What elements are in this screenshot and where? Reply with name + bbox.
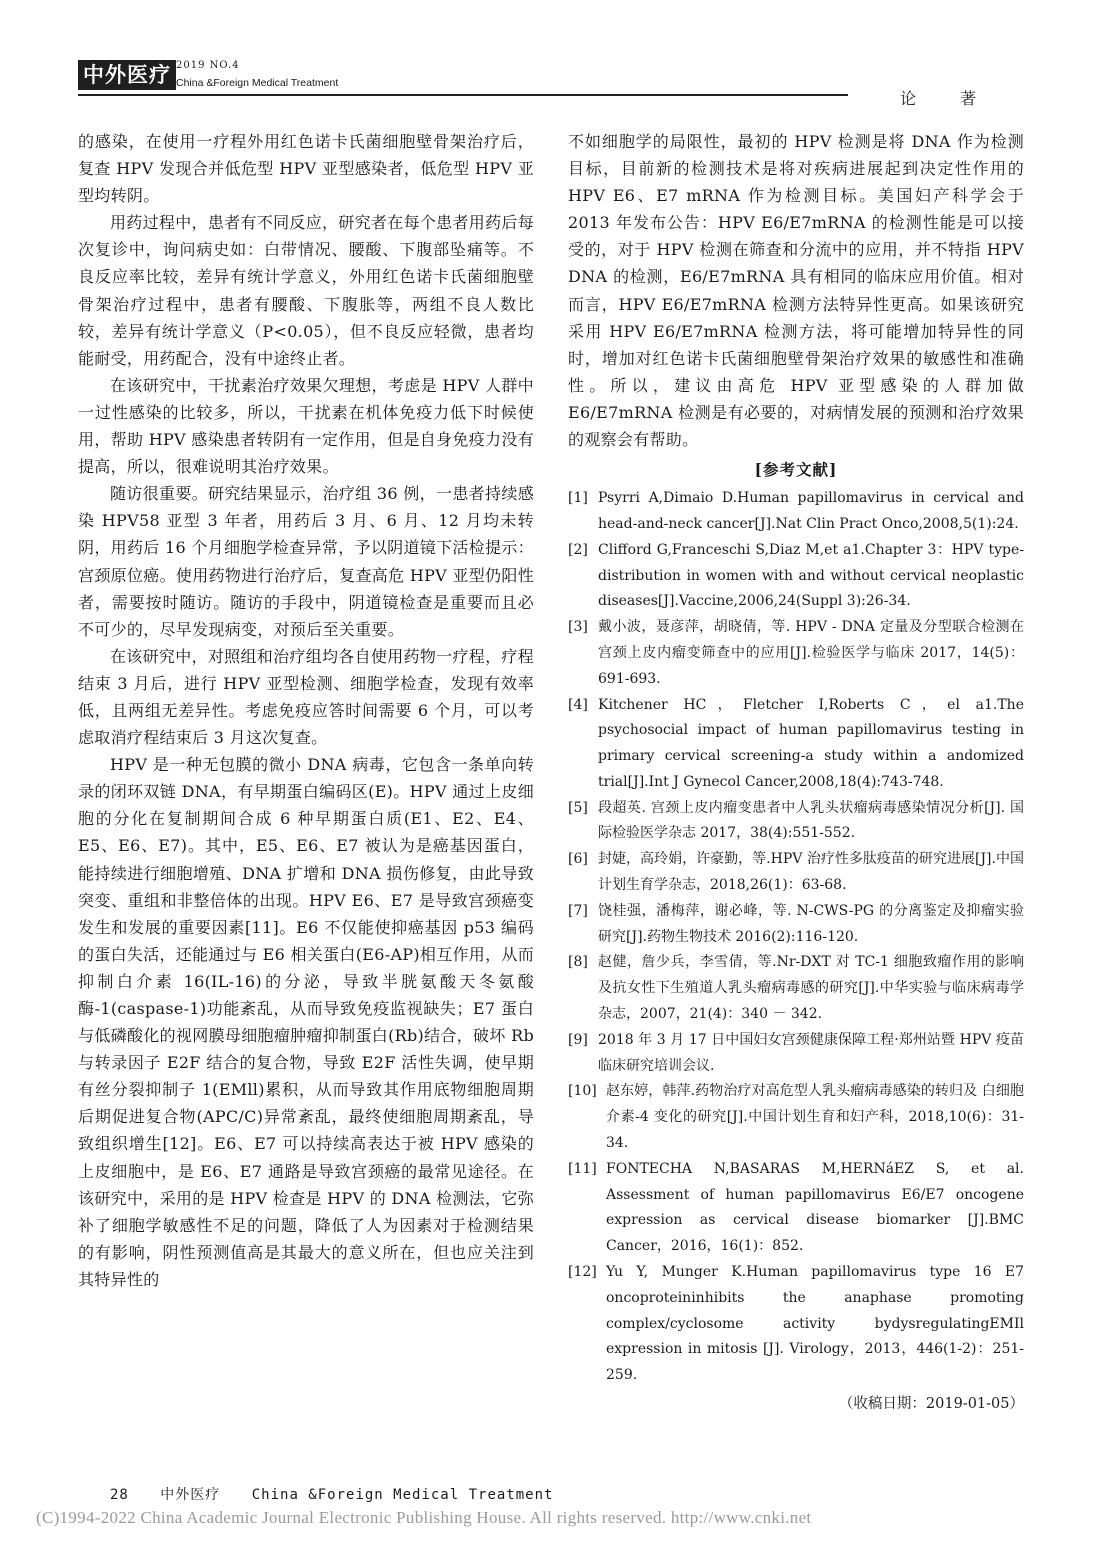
- journal-name: China &Foreign Medical Treatment: [176, 77, 339, 89]
- reference-number: [3]: [568, 619, 588, 636]
- body-paragraph: 在该研究中，对照组和治疗组均各自使用药物一疗程，疗程结束 3 月后，进行 HPV 亚型检测、细胞学检查，发现有效率低，且两组无差异性。考虑免疫应答时间需要 6 个月，可以考虑取消疗程结束后 3 月这次复查。: [78, 646, 534, 748]
- reference-number: [8]: [568, 954, 588, 971]
- reference-item: [568, 1079, 1024, 1156]
- reference-text: 2018 年 3 月 17 日中国妇女宫颈健康保障工程·郑州站暨 HPV 疫苗临床研究培训会议.: [598, 1031, 1024, 1074]
- reference-number: [2]: [568, 541, 588, 558]
- body-paragraph: 用药过程中，患者有不同反应，研究者在每个患者用药后每次复诊中，询问病史如：白带情况、腰酸、下腹部坠痛等。不良反应率比较，差异有统计学意义，外用红色诺卡氏菌细胞壁骨架治疗过程中，患者有腰酸、下腹胀等，两组不良人数比较，差异有统计学意义（P<0.05），但不良反应轻微，患者均能耐受，用药配合，没有中途终止者。: [78, 213, 534, 368]
- reference-text: Psyrri A,Dimaio D.Human papillomavirus in cervical and head-and-neck cancer[J].Nat Clin Pract Onco,2008,5(1):24.: [598, 490, 1024, 532]
- reference-text: 封婕，高玲娟，许豪勤，等.HPV 治疗性多肽疫苗的研究进展[J].中国计划生育学杂志，2018,26(1)：63-68.: [598, 851, 1024, 894]
- footer-journal-en: China &Foreign Medical Treatment: [251, 1487, 554, 1503]
- right-column: [568, 128, 1024, 1417]
- copyright-notice: (C)1994-2022 China Academic Journal Electronic Publishing House. All rights reserved. http://www.cnki.net: [36, 1508, 812, 1527]
- reference-item: [568, 899, 1024, 951]
- reference-number: [7]: [568, 902, 588, 919]
- reference-text: Yu Y, Munger K.Human papillomavirus type 16 E7 oncoproteininhibits the anaphase promoting complex/cyclosome activity bydysregulatingEMIl expression in mitosis [J]. Virology，2013，446(1-2)：251-259.: [606, 1264, 1024, 1384]
- reference-item: [568, 486, 1024, 538]
- reference-item: [568, 1028, 1024, 1080]
- received-date: （收稿日期：2019-01-05）: [838, 1396, 1024, 1413]
- references-title: [参考文献]: [754, 460, 838, 480]
- reference-text: 饶桂强，潘梅萍，谢必峰，等. N-CWS-PG 的分离鉴定及抑瘤实验研究[J].药物生物技术 2016(2):116-120.: [598, 902, 1024, 945]
- reference-number: [4]: [568, 696, 588, 713]
- reference-text: Kitchener HC，Fletcher I,Roberts C，el a1.The psychosocial impact of human papillomavirus testing in primary cervical screening-a study within a andomized trial[J].Int J Gynecol Cancer,2008,18(4):743-748.: [598, 696, 1024, 790]
- body-paragraph: 的感染，在使用一疗程外用红色诺卡氏菌细胞壁骨架治疗后，复查 HPV 发现合并低危型 HPV 亚型感染者，低危型 HPV 亚型均转阴。: [78, 132, 534, 206]
- section-label: 论著: [900, 89, 1021, 108]
- left-column: [78, 128, 534, 1293]
- body-paragraph: 不如细胞学的局限性，最初的 HPV 检测是将 DNA 作为检测目标，目前新的检测技术是将对疾病进展起到决定性作用的 HPV E6、E7 mRNA 作为检测目标。美国妇产科学会于 2013 年发布公告：HPV E6/E7mRNA 的检测性能是可以接受的，对于 HPV 检测在筛查和分流中的应用，并不特指 HPV DNA 的检测，E6/E7mRNA 具有相同的临床应用价值。相对而言，HPV E6/E7mRNA 检测方法特异性更高。如果该研究采用 HPV E6/E7mRNA 检测方法，将可能增加特异性的同时，增加对红色诺卡氏菌细胞壁骨架治疗效果的敏感性和准确性。所以，建议由高危 HPV 亚型感染的人群加做 E6/E7mRNA 检测是有必要的，对病情发展的预测和治疗效果的观察会有帮助。: [568, 132, 1024, 450]
- reference-text: 段超英. 宫颈上皮内瘤变患者中人乳头状瘤病毒感染情况分析[J]. 国际检验医学杂志 2017，38(4):551-552.: [598, 799, 1024, 842]
- reference-text: 赵健，詹少兵，李雪倩，等.Nr-DXT 对 TC-1 细胞致瘤作用的影响及抗女性下生殖道人乳头瘤病毒感的研究[J].中华实验与临床病毒学杂志，2007，21(4)：340 － 342.: [598, 954, 1024, 1023]
- reference-number: [10]: [568, 1083, 597, 1100]
- footer-journal-cn: 中外医疗: [160, 1487, 221, 1503]
- journal-logo: 中外医疗: [78, 60, 176, 90]
- reference-number: [9]: [568, 1031, 588, 1048]
- reference-item: [568, 615, 1024, 692]
- reference-number: [5]: [568, 799, 588, 816]
- body-paragraph: 在该研究中，干扰素治疗效果欠理想，考虑是 HPV 人群中一过性感染的比较多，所以，干扰素在机体免疫力低下时候使用，帮助 HPV 感染患者转阴有一定作用，但是自身免疫力没有提高，所以，很难说明其治疗效果。: [78, 375, 534, 477]
- reference-item: [568, 1157, 1024, 1260]
- reference-item: [568, 538, 1024, 615]
- page-number: 28: [110, 1487, 129, 1503]
- reference-number: [12]: [568, 1264, 597, 1281]
- reference-text: 戴小波，聂彦萍，胡晓倩，等. HPV - DNA 定量及分型联合检测在宫颈上皮内瘤变筛查中的应用[J].检验医学与临床 2017，14(5)：691-693.: [598, 619, 1024, 687]
- reference-item: [568, 1260, 1024, 1389]
- reference-number: [6]: [568, 851, 588, 868]
- issue-label: 2019 NO.4: [176, 60, 240, 71]
- reference-item: [568, 847, 1024, 899]
- reference-item: [568, 796, 1024, 848]
- reference-number: [1]: [568, 490, 588, 507]
- page-header: [78, 58, 848, 96]
- reference-item: [568, 950, 1024, 1027]
- page-footer: [110, 1484, 575, 1504]
- header-rule: [78, 94, 848, 96]
- reference-number: [11]: [568, 1160, 597, 1177]
- reference-text: 赵东婷，韩萍.药物治疗对高危型人乳头瘤病毒感染的转归及 白细胞介素-4 变化的研究[J].中国计划生育和妇产科，2018,10(6)：31-34.: [606, 1083, 1024, 1152]
- body-paragraph: 随访很重要。研究结果显示，治疗组 36 例，一患者持续感染 HPV58 亚型 3 年者，用药后 3 月、6 月、12 月均未转阴，用药后 16 个月细胞学检查异常，予以阴道镜下活检提示：宫颈原位癌。使用药物进行治疗后，复查高危 HPV 亚型仍阳性者，需要按时随访。随访的手段中，阴道镜检查是重要而且必不可少的，尽早发现病变，对预后至关重要。: [78, 484, 534, 639]
- reference-text: FONTECHA N,BASARAS M,HERNáEZ S, et al. Assessment of human papillomavirus E6/E7 oncogene expression as cervical disease biomarker [J].BMC Cancer，2016，16(1)：852.: [606, 1160, 1024, 1255]
- reference-list: [568, 486, 1024, 1389]
- reference-text: Clifford G,Franceschi S,Diaz M,et a1.Chapter 3：HPV type-distribution in women with and without cervical neoplastic diseases[J].Vaccine,2006,24(Suppl 3):26-34.: [598, 541, 1024, 610]
- body-paragraph: HPV 是一种无包膜的微小 DNA 病毒，它包含一条单向转录的闭环双链 DNA，有早期蛋白编码区(E)。HPV 通过上皮细胞的分化在复制期间合成 6 种早期蛋白质(E1、E2、E4、E5、E6、E7)。其中，E5、E6、E7 被认为是癌基因蛋白，能持续进行细胞增殖、DNA 扩增和 DNA 损伤修复，由此导致突变、重组和非整倍体的出现。HPV E6、E7 是导致宫颈癌变发生和发展的重要因素[11]。E6 不仅能使抑癌基因 p53 编码的蛋白失活，还能通过与 E6 相关蛋白(E6-AP)相互作用，从而抑制白介素 16(IL-16)的分泌，导致半胱氨酸天冬氨酸酶-1(caspase-1)功能紊乱，从而导致免疫监视缺失；E7 蛋白与低磷酸化的视网膜母细胞瘤肿瘤抑制蛋白(Rb)结合，破坏 Rb 与转录因子 E2F 结合的复合物，导致 E2F 活性失调，使早期有丝分裂抑制子 1(EMll)累积，从而导致其作用底物细胞周期后期促进复合物(APC/C)异常紊乱，最终使细胞周期紊乱，导致组织增生[12]。E6、E7 可以持续高表达于被 HPV 感染的上皮细胞中，是 E6、E7 通路是导致宫颈癌的最常见途径。在该研究中，采用的是 HPV 检查是 HPV 的 DNA 检测法，它弥补了细胞学敏感性不足的问题，降低了人为因素对于检测结果的有影响，阴性预测值高是其最大的意义所在，但也应关注到其特异性的: [78, 755, 535, 1289]
- reference-item: [568, 693, 1024, 796]
